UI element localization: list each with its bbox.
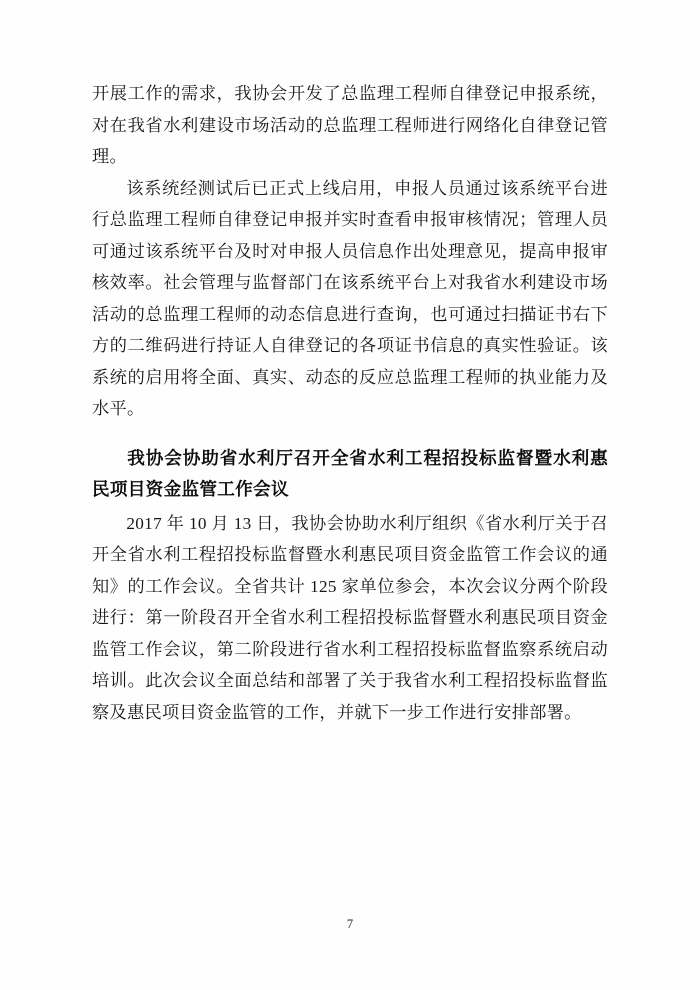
page-content xyxy=(92,78,608,728)
paragraph-system-online: 该系统经测试后已正式上线启用，申报人员通过该系统平台进行总监理工程师自律登记申报并实时查看申报审核情况；管理人员可通过该系统平台及时对申报人员信息作出处理意见，提高申报审核效率。社会管理与监督部门在该系统平台上对我省水利建设市场活动的总监理工程师的动态信息进行查询，也可通过扫描证书右下方的二维码进行持证人自律登记的各项证书信息的真实性验证。该系统的启用将全面、真实、动态的反应总监理工程师的执业能力及水平。 xyxy=(92,178,608,418)
page-number: 7 xyxy=(346,917,354,931)
paragraph-meeting-report: 2017 年 10 月 13 日，我协会协助水利厅组织《省水利厅关于召开全省水利工程招投标监督暨水利惠民项目资金监管工作会议的通知》的工作会议。全省共计 125 家单位参会，本次会议分两个阶段进行：第一阶段召开全省水利工程招投标监督暨水利惠民项目资金监管工作会议，第二阶段进行省水利工程招投标监督监察系统启动培训。此次会议全面总结和部署了关于我省水利工程招投标监督监察及惠民项目资金监管的工作，并就下一步工作进行安排部署。 xyxy=(92,513,608,722)
section-heading: 我协会协助省水利厅召开全省水利工程招投标监督暨水利惠民项目资金监管工作会议 xyxy=(92,447,608,499)
paragraph-continuation: 开展工作的需求，我协会开发了总监理工程师自律登记申报系统，对在我省水利建设市场活动的总监理工程师进行网络化自律登记管理。 xyxy=(92,84,608,166)
